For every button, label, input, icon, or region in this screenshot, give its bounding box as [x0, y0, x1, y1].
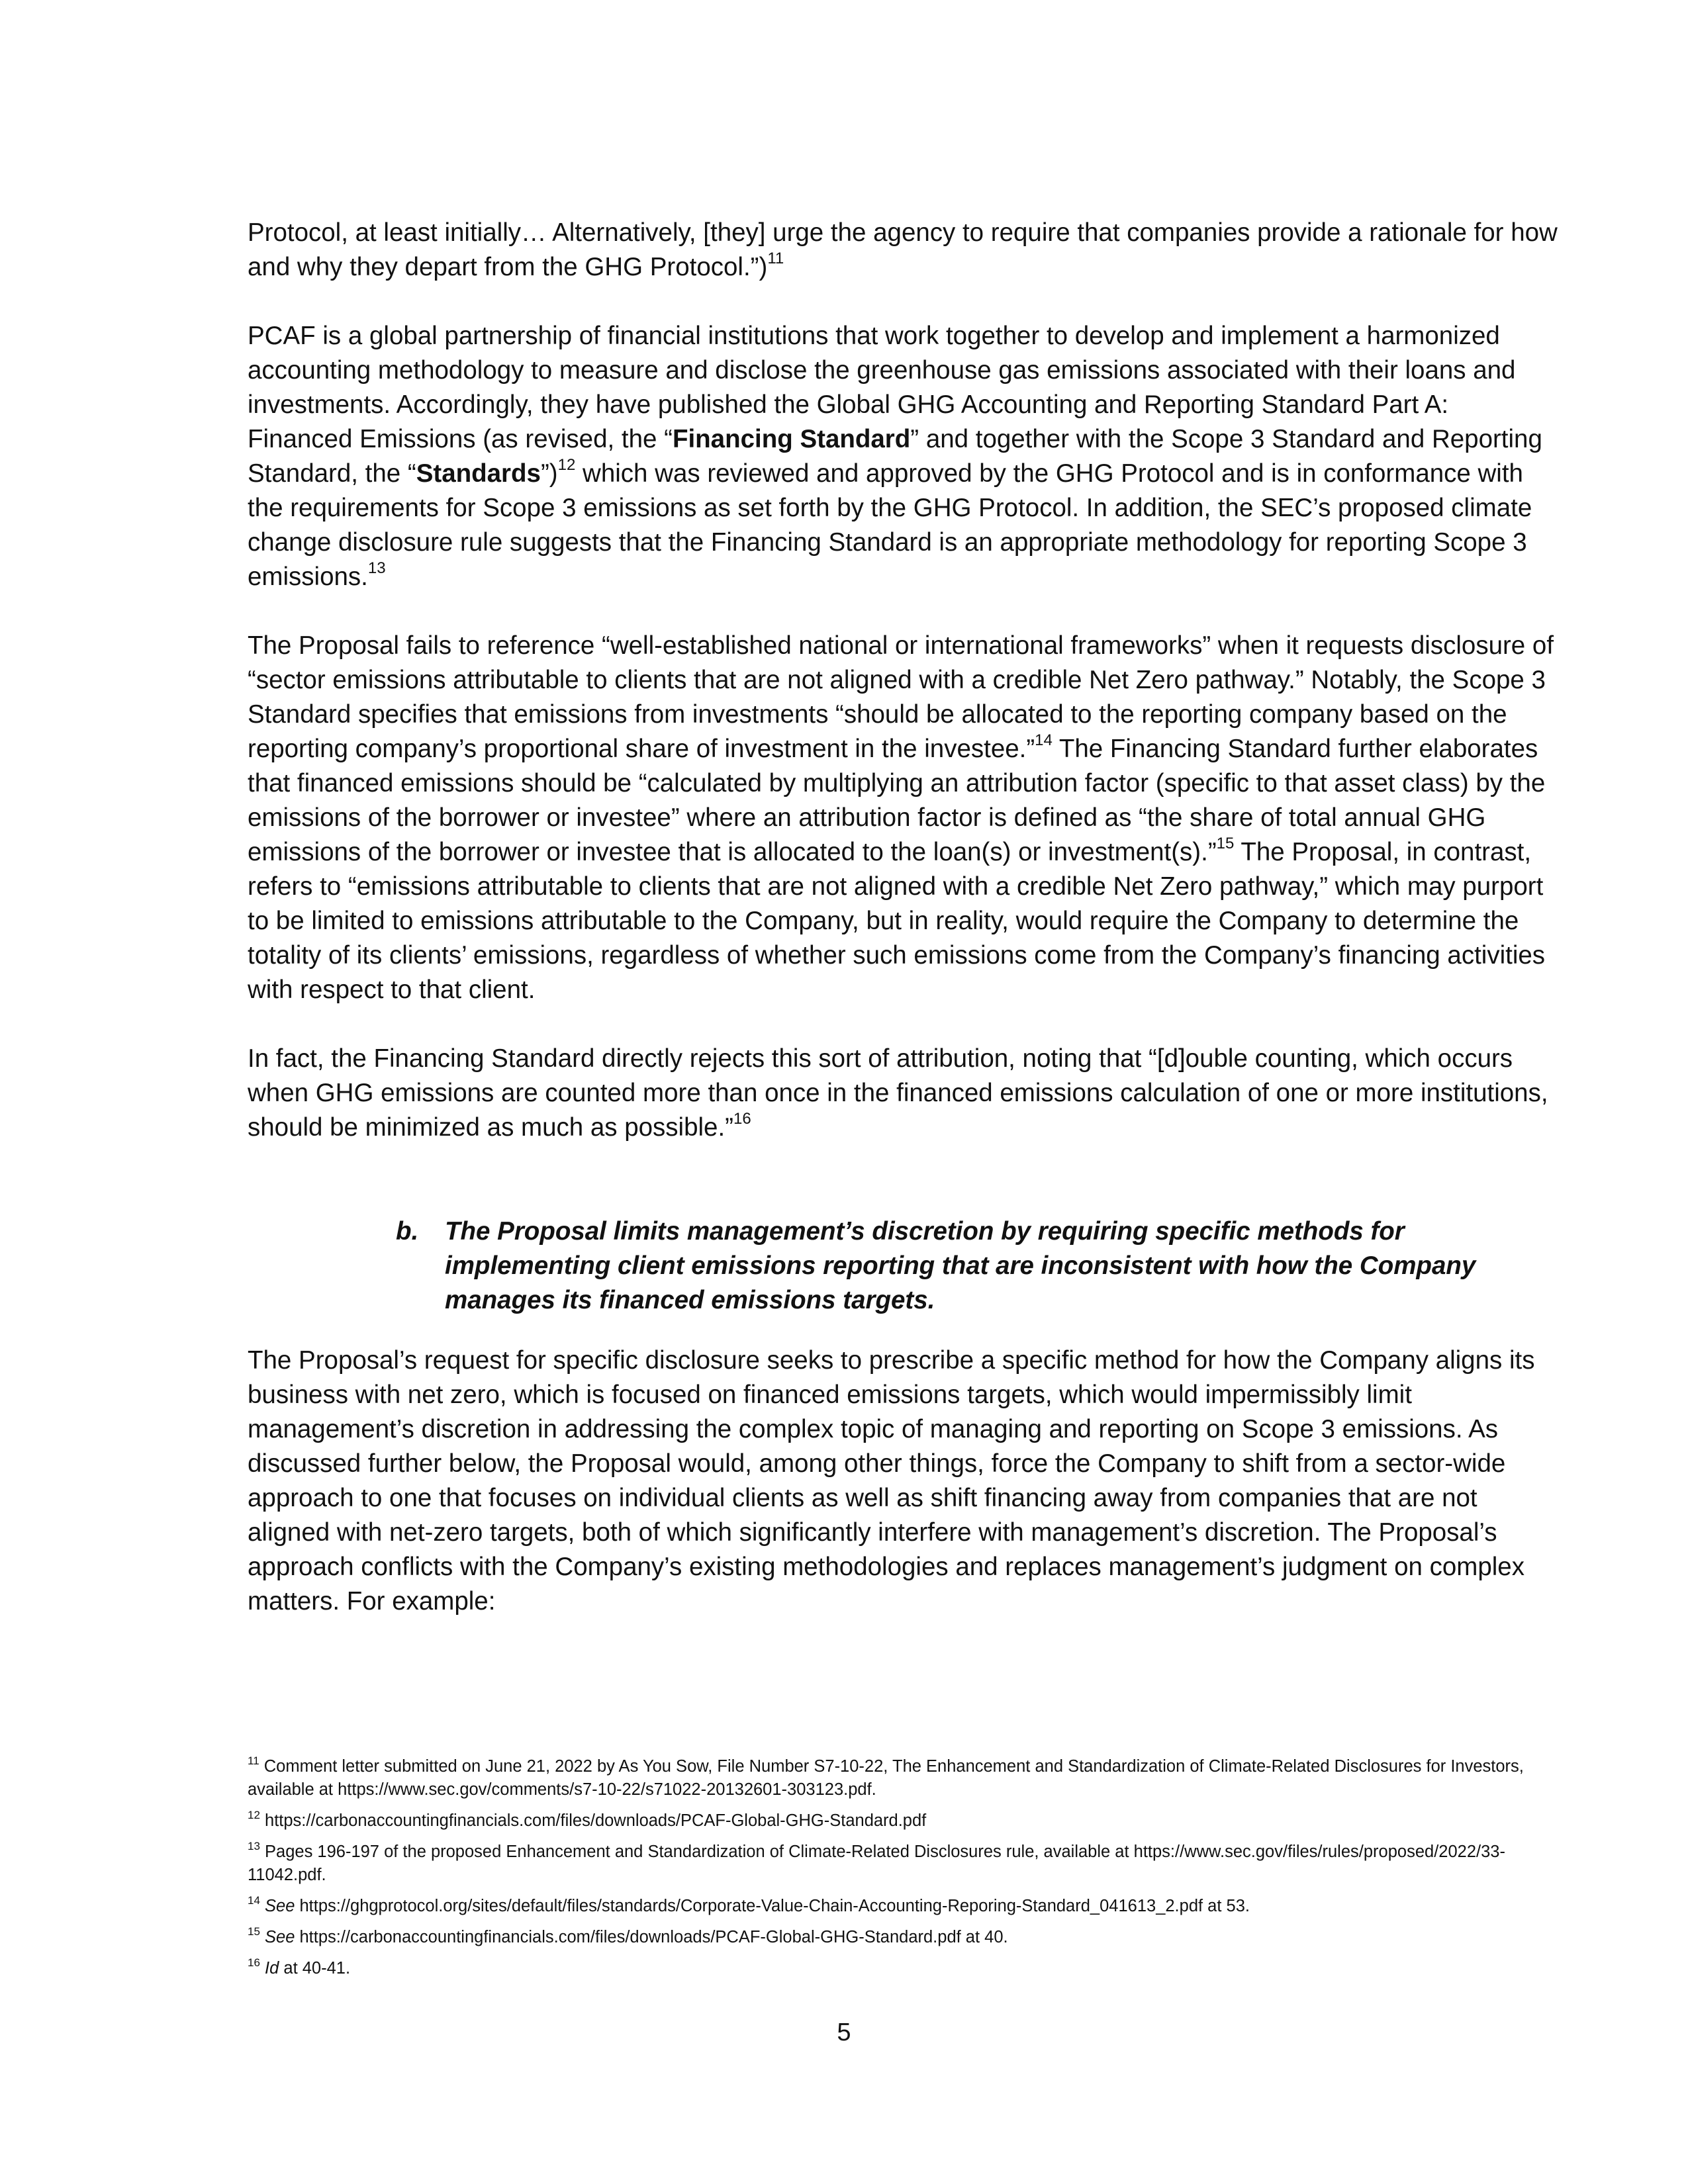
footnote-number: 14: [248, 1893, 260, 1907]
footnote-ref-12[interactable]: 12: [557, 456, 576, 475]
section-heading-label: b.: [396, 1217, 419, 1246]
paragraph-text: which was reviewed and approved by the GHG Protocol and is in conformance with the requirements for Scope 3 emissions as set forth by the GHG Protocol. In addition, the SEC’s proposed climate change disclosure rule suggests that the Financing Standard is an appropriate methodology for reporting Scope 3 emissions.: [248, 459, 1532, 591]
paragraph-text: Protocol, at least initially… Alternatively, [they] urge the agency to require that companies provide a rationale for how and why they depart from the GHG Protocol.”): [248, 218, 1558, 281]
footnote-13: [248, 1841, 1545, 1887]
body-lower: [248, 1343, 1558, 1653]
footnote-number: 15: [248, 1925, 260, 1938]
footnote-12: [248, 1809, 1545, 1833]
paragraph-protocol-continuation: [248, 216, 1558, 285]
paragraph-pcaf: [248, 319, 1558, 594]
paragraph-text: ” and together with the Scope 3 Standard and Reporting Standard, the “: [248, 425, 1542, 488]
footnote-ref-14[interactable]: 14: [1035, 731, 1053, 750]
paragraph-text: PCAF is a global partnership of financial institutions that work together to develop and implement a harmonized accounting methodology to measure and disclose the greenhouse gas emissions associated with their loans and investments. Accordingly, they have published the Global GHG Accounting and Reporting Standard Part A: Financed Emissions (as revised, the “: [248, 322, 1516, 453]
footnote-ref-15[interactable]: 15: [1216, 835, 1235, 853]
footnote-ref-16[interactable]: 16: [733, 1110, 751, 1128]
footnote-number: 13: [248, 1839, 260, 1852]
paragraph-double-counting: [248, 1042, 1558, 1145]
defined-term-financing-standard: Financing Standard: [672, 425, 911, 453]
footnote-11: [248, 1755, 1545, 1801]
body-upper: [248, 216, 1558, 1179]
footnote-number: 16: [248, 1956, 260, 1969]
footnote-text: https://carbonaccountingfinancials.com/files/downloads/PCAF-Global-GHG-Standard.pdf at 40.: [295, 1928, 1008, 1946]
paragraph-text: In fact, the Financing Standard directly rejects this sort of attribution, noting that “[d]ouble counting, which occurs when GHG emissions are counted more than once in the financed emissions calculation of one or more institutions, should be minimized as much as possible.”: [248, 1044, 1548, 1142]
paragraph-text: The Proposal, in contrast, refers to “emissions attributable to clients that are not aligned with a credible Net Zero pathway,” which may purport to be limited to emissions attributable to the Company, but in reality, would require the Company to determine the totality of its clients’ emissions, regardless of whether such emissions come from the Company’s financing activities with respect to that client.: [248, 838, 1546, 1004]
footnote-signal: Id: [265, 1959, 279, 1978]
page-number: 5: [837, 2019, 851, 2046]
footnote-ref-11[interactable]: 11: [767, 250, 784, 268]
footnote-text: Pages 196-197 of the proposed Enhancement and Standardization of Climate-Related Disclosures rule, available at https://www.sec.gov/files/rules/proposed/2022/33-11042.pdf.: [248, 1843, 1505, 1884]
footnote-signal: See: [265, 1897, 295, 1915]
paragraph-text: The Proposal’s request for specific disclosure seeks to prescribe a specific method for how the Company aligns its business with net zero, which is focused on financed emissions targets, which would impermissibly limit management’s discretion in addressing the complex topic of managing and reporting on Scope 3 emissions. As discussed further below, the Proposal would, among other things, force the Company to shift from a sector-wide approach to one that focuses on individual clients as well as shift financing away from companies that are not aligned with net-zero targets, both of which significantly interfere with management’s discretion. The Proposal’s approach conflicts with the Company’s existing methodologies and replaces management’s judgment on complex matters. For example:: [248, 1346, 1535, 1615]
paragraph-text: The Proposal fails to reference “well-established national or international frameworks” when it requests disclosure of “sector emissions attributable to clients that are not aligned with a credible Net Zero pathway.” Notably, the Scope 3 Standard specifies that emissions from investments “should be allocated to the reporting company based on the reporting company’s proportional share of investment in the investee.”: [248, 631, 1554, 763]
paragraph-specific-disclosure: [248, 1343, 1558, 1619]
footnote-text: at 40-41.: [279, 1959, 351, 1978]
footnote-number: 12: [248, 1808, 260, 1821]
footnote-text: Comment letter submitted on June 21, 2022 by As You Sow, File Number S7-10-22, The Enhancement and Standardization of Climate-Related Disclosures for Investors, available at https://www.sec.gov/comments/s7-10-22/s71022-20132601-303123.pdf.: [248, 1757, 1524, 1799]
paragraph-text: ”): [540, 459, 558, 488]
footnote-15: [248, 1926, 1545, 1949]
footnote-14: [248, 1895, 1545, 1918]
footnote-signal: See: [265, 1928, 295, 1946]
footnote-ref-13[interactable]: 13: [367, 559, 386, 578]
paragraph-text: The Financing Standard further elaborates that financed emissions should be “calculated by multiplying an attribution factor (specific to that asset class) by the emissions of the borrower or investee” where an attribution factor is defined as “the share of total annual GHG emissions of the borrower or investee that is allocated to the loan(s) or investment(s).”: [248, 735, 1546, 866]
footnote-number: 11: [248, 1754, 259, 1767]
defined-term-standards: Standards: [416, 459, 541, 488]
footnote-text: https://ghgprotocol.org/sites/default/files/standards/Corporate-Value-Chain-Accounting-Reporing-Standard_041613_2.pdf at 53.: [295, 1897, 1250, 1915]
footnote-16: [248, 1957, 1545, 1980]
paragraph-frameworks: [248, 629, 1558, 1007]
footnote-link[interactable]: https://carbonaccountingfinancials.com/files/downloads/PCAF-Global-GHG-Standard.pdf: [265, 1811, 927, 1830]
section-heading-text: The Proposal limits management’s discretion by requiring specific methods for implementing client emissions reporting that are inconsistent with how the Company manages its financed emissions targets.: [445, 1217, 1476, 1314]
section-heading-b: [396, 1214, 1561, 1318]
footnotes: [248, 1755, 1545, 1988]
